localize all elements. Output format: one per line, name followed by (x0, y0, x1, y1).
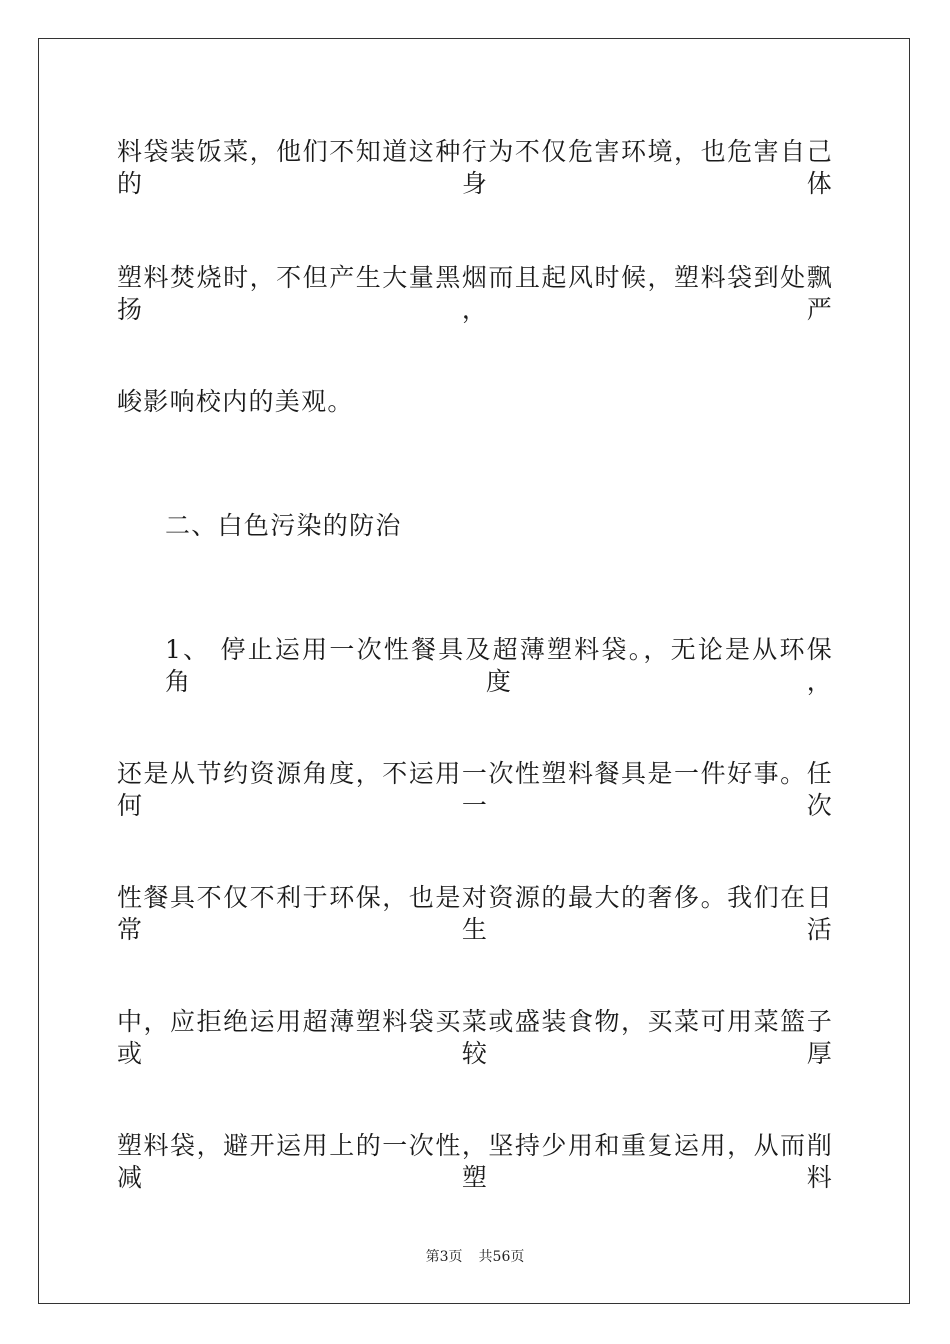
page-footer (0, 1248, 950, 1266)
body-line-3: 峻影响校内的美观。 (117, 387, 354, 416)
total-pages: 共56页 (478, 1249, 525, 1265)
body-line-7: 性餐具不仅不利于环保，也是对资源的最大的奢侈。我们在日常生活 (117, 883, 833, 944)
list-item-1-line-1: 1、 停止运用一次性餐具及超薄塑料袋。，无论是从环保角度， (165, 635, 833, 696)
section-heading: 二、白色污染的防治 (165, 511, 402, 540)
body-line-9: 塑料袋，避开运用上的一次性，坚持少用和重复运用，从而削减塑料 (117, 1131, 833, 1192)
body-line-6: 还是从节约资源角度，不运用一次性塑料餐具是一件好事。任何一次 (117, 759, 833, 820)
body-line-1: 料袋装饭菜，他们不知道这种行为不仅危害环境，也危害自己的身体 (117, 137, 833, 198)
body-line-2: 塑料焚烧时，不但产生大量黑烟而且起风时候，塑料袋到处飘扬，严 (117, 263, 833, 324)
body-line-8: 中，应拒绝运用超薄塑料袋买菜或盛装食物，买菜可用菜篮子或较厚 (117, 1007, 833, 1068)
page-number: 第3页 (425, 1249, 463, 1265)
